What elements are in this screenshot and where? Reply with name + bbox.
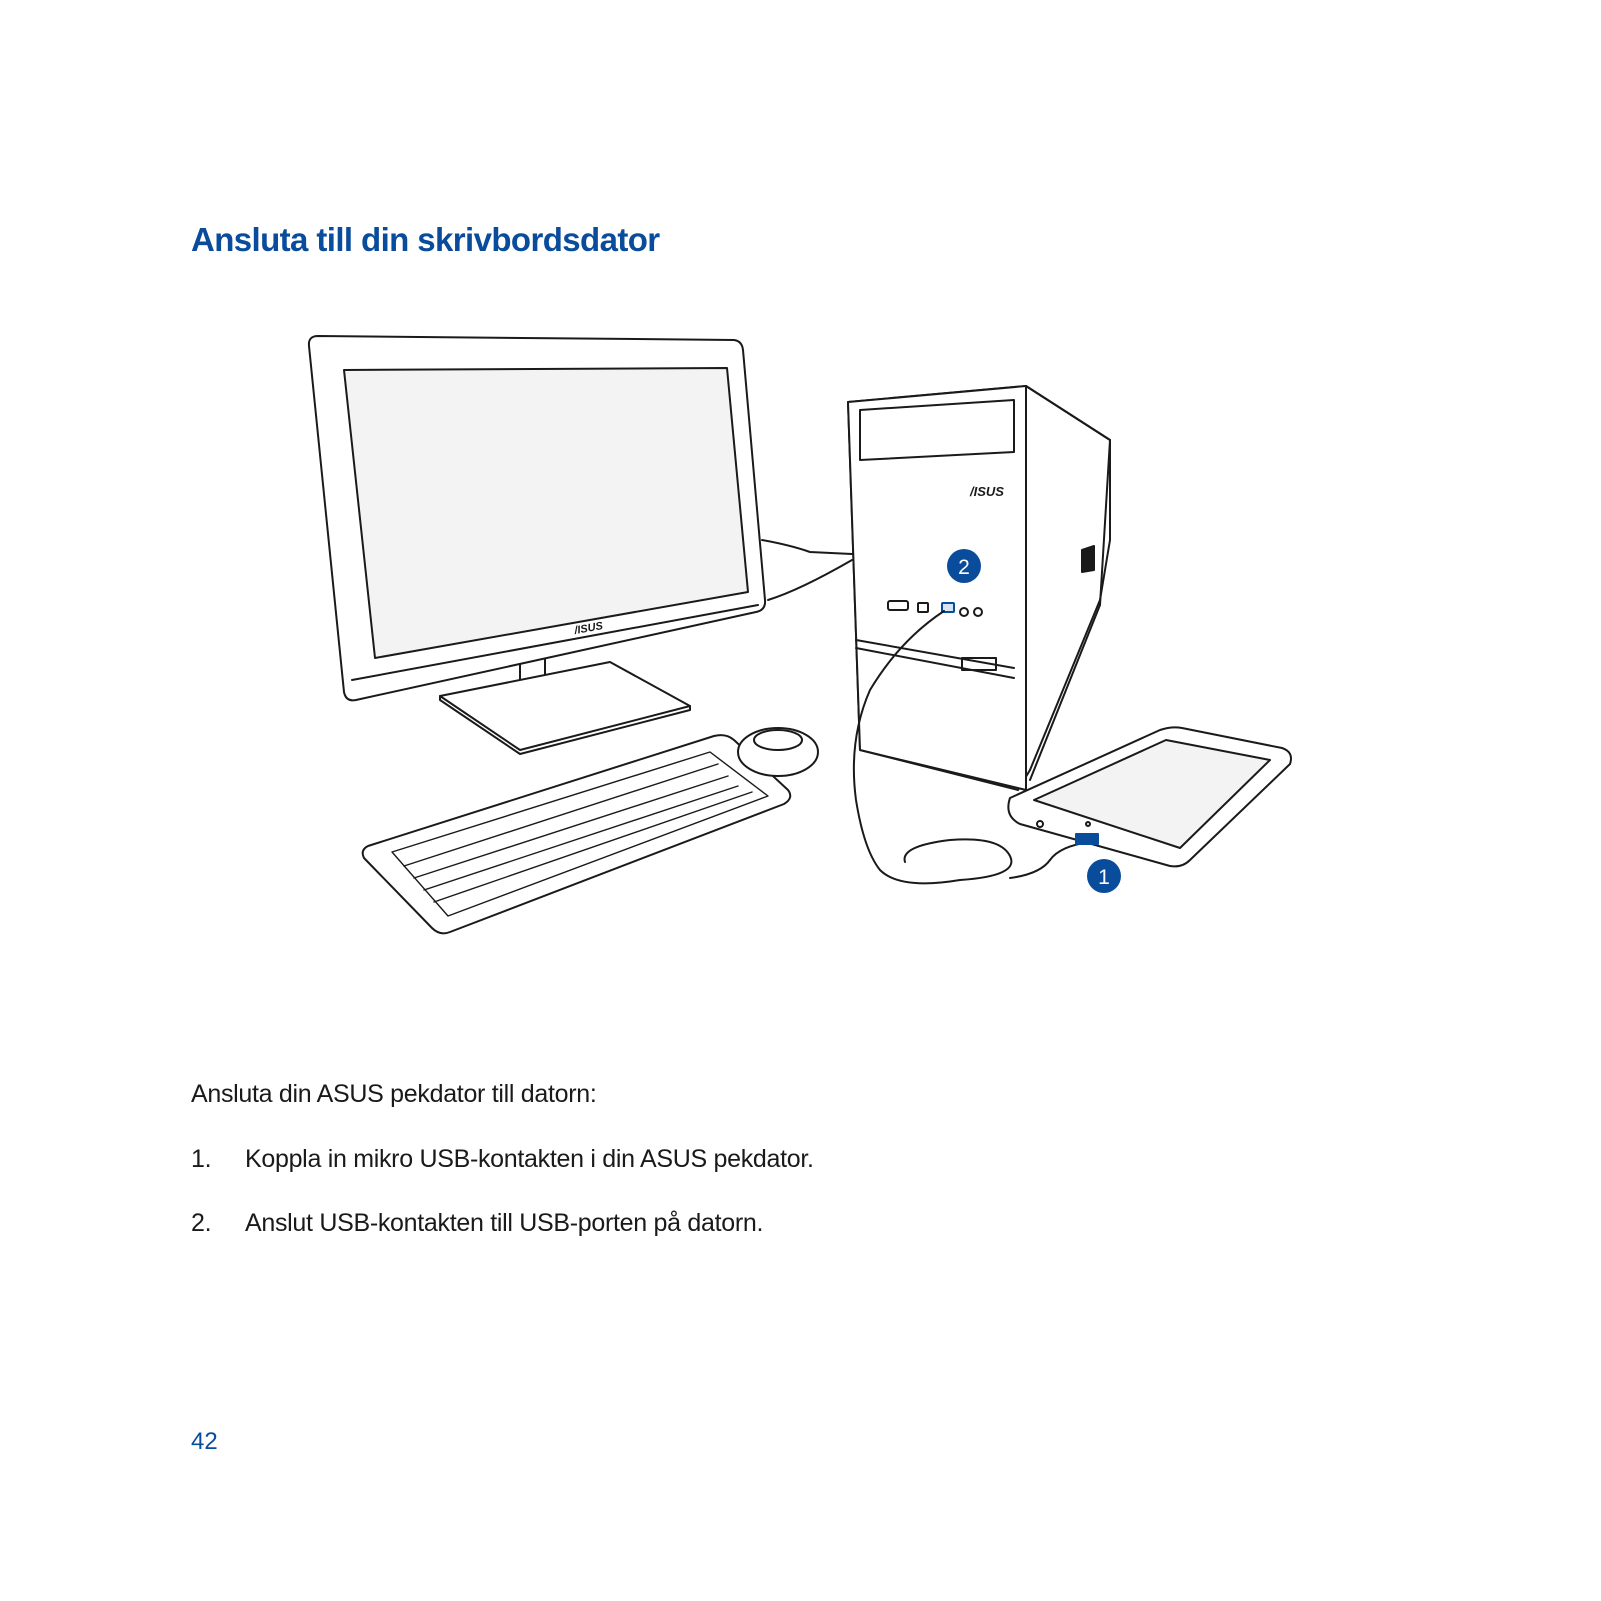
tower-illustration xyxy=(848,386,1110,790)
keyboard-illustration xyxy=(363,735,791,933)
step-number: 1. xyxy=(191,1145,212,1173)
step-text: Koppla in mikro USB-kontakten i din ASUS pekdator. xyxy=(245,1145,814,1173)
monitor-logo: /ISUS xyxy=(573,620,604,637)
mouse-illustration xyxy=(738,728,818,776)
intro-text: Ansluta din ASUS pekdator till datorn: xyxy=(191,1080,597,1108)
step-number: 2. xyxy=(191,1209,212,1237)
callout-1-label: 1 xyxy=(1098,866,1110,889)
page-number: 42 xyxy=(191,1428,218,1455)
page-title: Ansluta till din skrivbordsdator xyxy=(191,221,660,258)
tower-logo: /ISUS xyxy=(970,484,1004,499)
callout-badge-2 xyxy=(947,549,981,583)
tablet-illustration xyxy=(1008,727,1291,866)
callout-badge-1 xyxy=(1087,859,1121,893)
monitor-illustration xyxy=(309,336,852,754)
step-text: Anslut USB-kontakten till USB-porten på datorn. xyxy=(245,1209,764,1237)
callout-2-label: 2 xyxy=(958,556,970,579)
